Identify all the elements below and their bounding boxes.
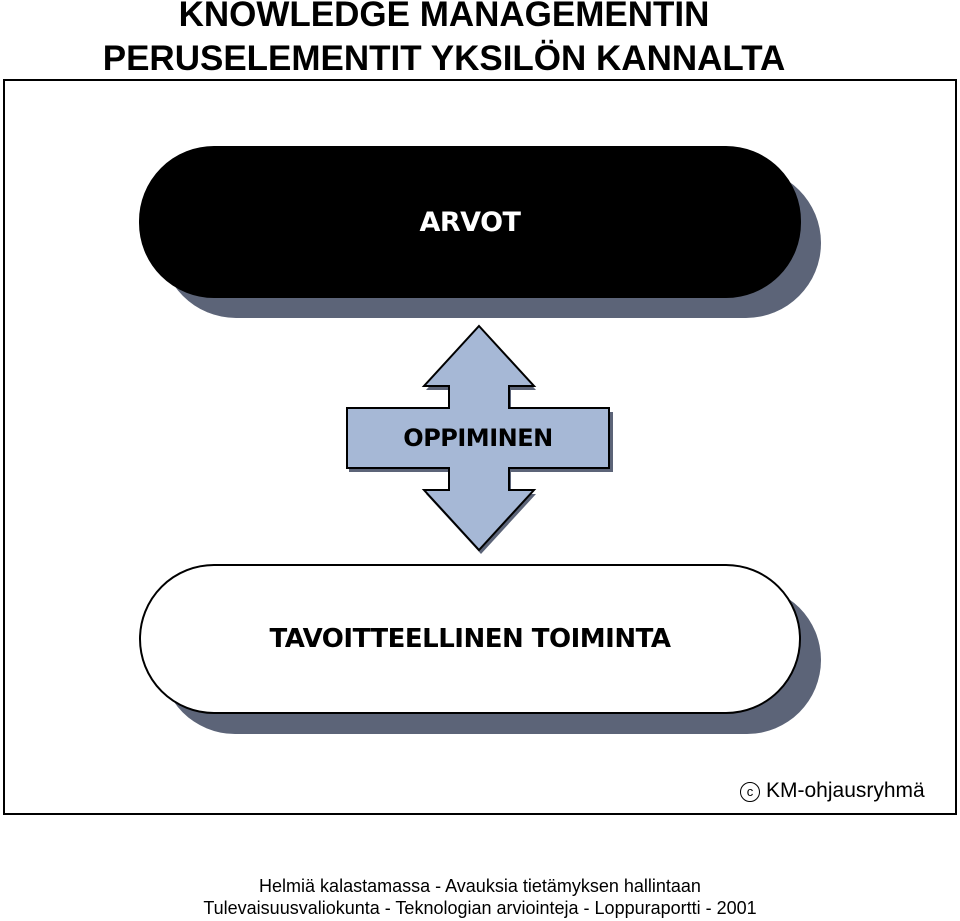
copyright-notice bbox=[740, 778, 940, 804]
footer-line-2: Tulevaisuusvaliokunta - Teknologian arviointeja - Loppuraportti - 2001 bbox=[203, 898, 757, 918]
copyright-text: KM-ohjausryhmä bbox=[766, 779, 925, 802]
top-box-label: ARVOT bbox=[419, 206, 521, 238]
title-line-1: KNOWLEDGE MANAGEMENTIN bbox=[178, 0, 710, 34]
center-arrow-label: OPPIMINEN bbox=[403, 424, 553, 452]
top-box-values bbox=[139, 146, 801, 298]
footer-line-1: Helmiä kalastamassa - Avauksia tietämyksen hallintaan bbox=[259, 876, 701, 896]
title-line-2: PERUSELEMENTIT YKSILÖN KANNALTA bbox=[102, 39, 786, 78]
copyright-icon: c bbox=[740, 782, 760, 802]
bottom-box-label: TAVOITTEELLINEN TOIMINTA bbox=[269, 624, 671, 654]
bottom-box-goal-directed-action bbox=[139, 564, 801, 714]
